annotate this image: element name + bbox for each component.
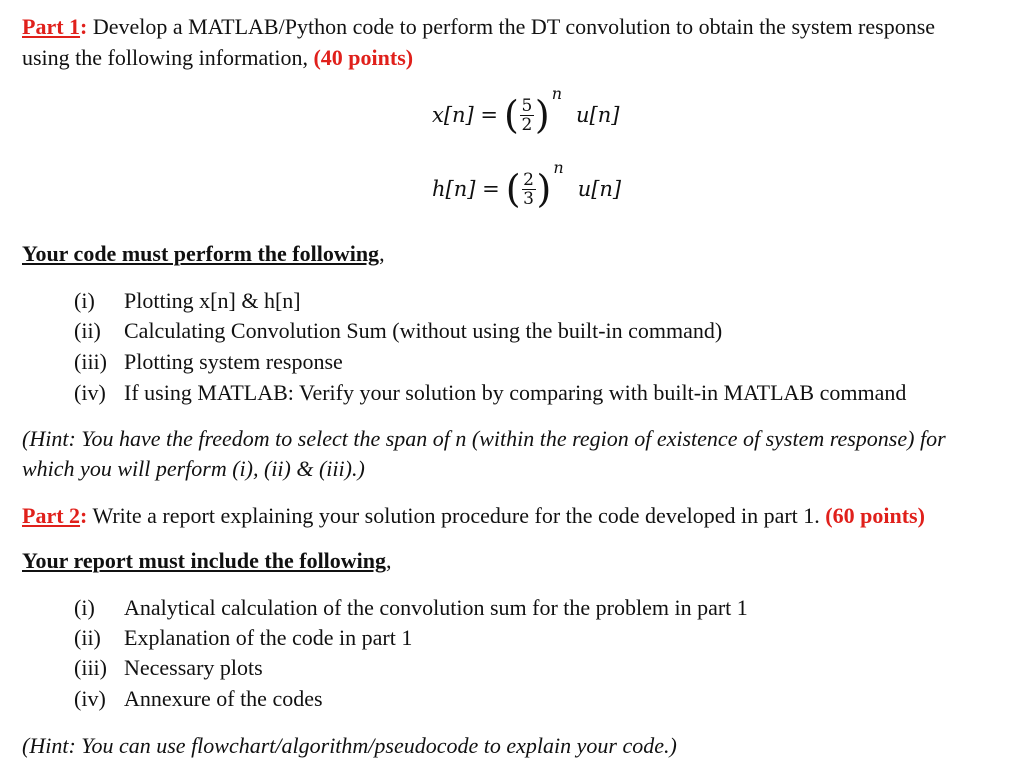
part2-colon: :	[80, 503, 88, 528]
equation-h-denominator: 3	[523, 188, 534, 209]
list-item-text: Plotting x[n] & h[n]	[124, 288, 301, 313]
left-paren-icon: (	[505, 167, 521, 211]
part2-paragraph	[22, 503, 925, 529]
list-item	[74, 625, 412, 651]
report-requirements-heading: Your report must include the following	[22, 548, 387, 573]
list-item-text: Annexure of the codes	[124, 686, 323, 711]
list-item-text: Calculating Convolution Sum (without using the built-in command)	[124, 318, 723, 343]
list-item	[74, 655, 263, 681]
list-item-number: (iii)	[74, 655, 107, 680]
equation-x-lhs: x[n] =	[432, 103, 499, 127]
list-item	[74, 349, 343, 375]
code-requirements-heading: Your code must perform the following	[22, 241, 380, 266]
equation-x-numerator: 5	[521, 95, 533, 116]
equation-x-denominator: 2	[521, 114, 533, 135]
list-item-number: (ii)	[74, 625, 101, 650]
list-item-text: If using MATLAB: Verify your solution by comparing with built-in MATLAB command	[124, 380, 907, 405]
hint1-line1: (Hint: You have the freedom to select the span of n (within the region of existence of system response) for	[22, 426, 946, 451]
list-item-number: (ii)	[74, 318, 101, 343]
list-item	[74, 288, 301, 314]
part2-heading: Part 2	[22, 503, 81, 528]
equation-h-lhs: h[n] =	[432, 177, 500, 201]
list-item-text: Explanation of the code in part 1	[124, 625, 413, 650]
code-requirements-comma: ,	[379, 241, 385, 266]
left-paren-icon: (	[504, 93, 519, 137]
list-item	[74, 686, 323, 712]
hint1-line2: which you will perform (i), (ii) & (iii).)	[22, 456, 365, 481]
equation-h-numerator: 2	[523, 169, 534, 190]
list-item-number: (iv)	[74, 380, 106, 405]
equation-h-fraction	[522, 171, 536, 208]
part1-paragraph	[22, 14, 935, 40]
list-item-number: (i)	[74, 595, 95, 620]
list-item	[74, 595, 748, 621]
list-item	[74, 380, 906, 406]
right-paren-icon: )	[536, 167, 552, 211]
equation-x	[432, 83, 620, 137]
equation-x-fraction	[520, 97, 534, 134]
list-item-number: (i)	[74, 288, 95, 313]
equation-h-rhs: u[n]	[577, 177, 622, 201]
part1-points: (40 points)	[313, 45, 414, 70]
hint2: (Hint: You can use flowchart/algorithm/pseudocode to explain your code.)	[22, 733, 677, 758]
equation-h-exponent: n	[553, 157, 564, 177]
equation-h	[432, 157, 622, 211]
right-paren-icon: )	[534, 93, 550, 137]
list-item-text: Necessary plots	[124, 655, 263, 680]
part1-text-line2: using the following information,	[22, 45, 314, 70]
part1-text-line1: Develop a MATLAB/Python code to perform the DT convolution to obtain the system response	[87, 14, 936, 39]
part2-text: Write a report explaining your solution procedure for the code developed in part 1.	[87, 503, 826, 528]
part1-colon: :	[80, 14, 88, 39]
equation-x-exponent: n	[551, 83, 562, 103]
list-item-text: Plotting system response	[124, 349, 343, 374]
list-item-number: (iii)	[74, 349, 107, 374]
equation-x-rhs: u[n]	[576, 103, 620, 127]
part2-points: (60 points)	[825, 503, 925, 528]
part1-heading: Part 1	[22, 14, 81, 39]
list-item-number: (iv)	[74, 686, 106, 711]
report-requirements-comma: ,	[386, 548, 392, 573]
list-item	[74, 318, 722, 344]
report-requirements-heading-row	[22, 548, 392, 574]
part1-paragraph-line2	[22, 45, 413, 71]
list-item-text: Analytical calculation of the convolution sum for the problem in part 1	[124, 595, 748, 620]
code-requirements-heading-row	[22, 241, 385, 267]
